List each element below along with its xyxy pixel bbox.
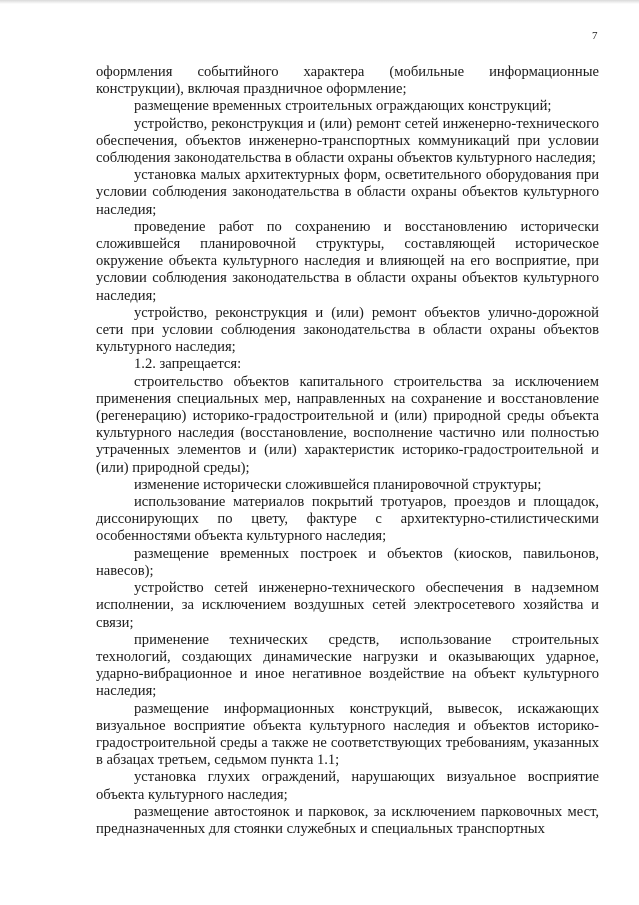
paragraph-parking: размещение автостоянок и парковок, за исключением парковочных мест, предназначенных для стоянки служебных и специальных транспортных	[96, 803, 599, 837]
paragraph-pavement-materials: использование материалов покрытий тротуаров, проездов и площадок, диссонирующих по цвету, фактуре с архитектурно-стилистическими особенностями объекта культурного наследия;	[96, 494, 599, 545]
page-number: 7	[592, 30, 598, 42]
paragraph-historical-layout-restoration: проведение работ по сохранению и восстановлению исторически сложившейся планировочной структуры, составляющей историческое окружение объекта культурного наследия и влияющей на его восприятие, при условии соблюдения законодательства в области охраны объектов культурного наследия;	[96, 218, 599, 304]
paragraph-dynamic-loads: применение технических средств, использование строительных технологий, создающих динамические нагрузки и оказывающих ударное, ударно-вибрационное и иное негативное воздействие на объект культурного наследия;	[96, 631, 599, 700]
paragraph-engineering-networks: устройство, реконструкция и (или) ремонт сетей инженерно-технического обеспечения, объектов инженерно-транспортных коммуникаций при условии соблюдения законодательства в области охраны объектов культурного наследия;	[96, 115, 599, 167]
scan-edge	[0, 0, 639, 4]
section-heading-prohibited: 1.2. запрещается:	[134, 356, 242, 373]
paragraph-temporary-buildings: размещение временных построек и объектов (киосков, павильонов, навесов);	[96, 545, 599, 579]
paragraph-blind-fences: установка глухих ограждений, нарушающих визуальное восприятие объекта культурного наследия;	[96, 769, 599, 803]
paragraph-capital-construction: строительство объектов капитального строительства за исключением применения специальных мер, направленных на сохранение и восстановление (регенерацию) историко-градостроительной и (или) природной среды объекта культурного наследия (восстановление, восполнение частично или полностью утраченных элементов и (или) характеристик историко-градостроительной и (или) природной среды);	[96, 373, 599, 476]
paragraph-road-network: устройство, реконструкция и (или) ремонт объектов улично-дорожной сети при условии соблюдения законодательства в области охраны объектов культурного наследия;	[96, 304, 599, 356]
paragraph-event-decoration: оформления событийного характера (мобильные информационные конструкции), включая праздничное оформление;	[96, 64, 599, 98]
paragraph-layout-change: изменение исторически сложившейся планировочной структуры;	[134, 476, 542, 493]
paragraph-overhead-networks: устройство сетей инженерно-технического обеспечения в надземном исполнении, за исключением воздушных сетей электросетевого хозяйства и связи;	[96, 580, 599, 631]
document-body	[96, 64, 599, 838]
paragraph-information-structures: размещение информационных конструкций, вывесок, искажающих визуальное восприятие объекта культурного наследия и объектов историко-градостроительной среды а также не соответствующих требованиям, указанных в абзацах третьем, седьмом пункта 1.1;	[96, 700, 599, 769]
paragraph-small-architectural-forms: установка малых архитектурных форм, осветительного оборудования при условии соблюдения законодательства в области охраны объектов культурного наследия;	[96, 167, 599, 218]
paragraph-temporary-fences: размещение временных строительных ограждающих конструкций;	[134, 98, 552, 115]
